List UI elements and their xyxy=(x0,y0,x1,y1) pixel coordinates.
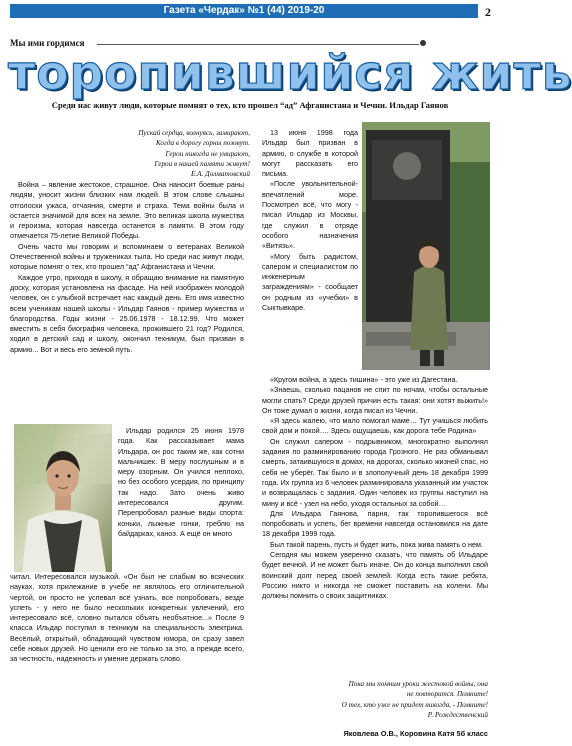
epigraph-line: Пускай сердца, волнуясь, замирают, xyxy=(138,129,250,137)
closing-poem-author: Р. Рождественский xyxy=(427,710,488,719)
closing-poem xyxy=(262,679,488,720)
paragraph: Для Ильдара Гаянова, парня, так торопившегося всё попробовать и успеть, бег времени навсегда остановился на дате 18 декабря 1999 года. xyxy=(262,508,488,539)
memorial-photo xyxy=(362,122,490,370)
text-beside-portrait xyxy=(118,426,244,539)
article-lead: Среди нас живут люди, которые помнят о тех, кто прошел “ад” Афганистана и Чечни. Ильдар Гаянов xyxy=(51,100,449,110)
right-column-bottom xyxy=(262,375,488,602)
paragraph: 13 июня 1998 года Ильдар был призван в армию, о службе в которой могут рассказать его письма. xyxy=(262,128,358,179)
paragraph: Он служил сапером - подрывником, многократно выполнял задания по разминированию города Грозного. Не раз обманывал смерть, затаившуюся в домах, на дорогах, сколько жизней спас, но себя не уберёг. Так было и в злополучный день 18 декабря 1999 года. Их группа из 6 человек разминировала указанный им участок и возвращалась с задания. Один человек из группы наступил на мину и всё - узел на небо, уходя остальных за собой… xyxy=(262,436,488,508)
epigraph xyxy=(110,128,250,179)
paragraph: «Я здесь жалею, что мало помогал маме… Тут учишься любить свой дом и покой…. Здесь ощущаешь, как дорога тебе Родина» xyxy=(262,416,488,436)
newspaper-header-bar xyxy=(10,4,478,18)
epigraph-line: Когда в дорогу горны позовут. xyxy=(155,139,250,148)
paragraph: Очень часто мы говорим и вспоминаем о ветеранах Великой Отечественной войны и тружениках тыла. Но среди нас живут люди, которые помнят о тех, кто прошел “ад” Афганистана и Чечни. xyxy=(10,241,244,272)
article-headline: торопившийся жить xyxy=(8,46,572,101)
left-column-top xyxy=(10,180,244,355)
rubric-divider xyxy=(97,44,419,45)
paragraph: Война – явление жестокое, страшное. Она наносит боевые раны людям, уносит жизни близких нам людей. В этом слове слышны отголоски ужаса, отчаяния, смерти и страха. Тема войны была и остается значимой для всех на земле. Это великая школа мужества и героизма, которая навсегда останется в памяти. В этом году отмечается 75-летие Великой Победы. xyxy=(10,180,244,241)
rubric-label: Мы ими гордимся xyxy=(10,38,85,48)
portrait-photo xyxy=(14,424,112,572)
closing-poem-line: О тех, кто уже не придет никогда, - Помните! xyxy=(341,700,488,709)
paragraph: Был такой парень, пусть и будет жить, пока жива память о нем. xyxy=(270,539,483,549)
portrait-photo-image xyxy=(14,424,112,572)
article-credit: Яковлева О.В., Коровина Катя 5б класс xyxy=(343,729,488,738)
paragraph: «Знаешь, сколько пацанов не спит по ночам, чтобы остальные могли спать? Среди друзей причин есть такая: они хотят выжить!» Он тоже думал о жизни, когда писал из Чечни. xyxy=(262,385,488,415)
paragraph: Каждое утро, приходя в школу, я обращаю внимание на памятную доску, которая установлена на фасаде. На ней изображен молодой человек, он с улыбкой встречает нас каждый день. Его имя известно всем ученикам нашей школы - Ильдар Гаянов - пример мужества и благородства. Годы жизни - 25.06.1978 - 18.12.99. Что может вместить в себя биография человека, прожившего 21 год? Родился, ходил в детский сад и школу, окончил техникум, был призван в армию... Вот и весь его земной путь. xyxy=(10,272,244,354)
epigraph-line: Герои никогда не умирают, xyxy=(165,149,250,158)
epigraph-author: Е.А. Долматовский xyxy=(190,170,250,179)
right-column-top xyxy=(262,128,358,313)
paragraph: читал. Интересовался музыкой. «Он был не слабым во всяческих науках, хотя прилежание в учебе не являлось его отличительной чертой, он просто не успевал всё узнать, все попробовать, везде успеть - у него не было нескольких конкретных увлечений, его интересовало всё, словно пытался объять необъятное...» После 9 класса Ильдар поступил в техникум на специальность электрика. Весёлый, открытый, обладающий чувством юмора, он сразу завел себе новых друзей. Но ценили его не только за это, а прежде всего, за честность, надежность и умение держать слово. xyxy=(10,572,244,664)
left-column-bottom xyxy=(10,572,244,665)
paragraph: «Кругом война, а здесь тишина» - это уже из Дагестана. xyxy=(270,375,458,384)
paragraph: Сегодня мы можем уверенно сказать, что память об Ильдаре будет вечной. И не может быть иначе. Он до конца выполнил свой воинский долг перед своей землей. Когда есть такие ребята, Россию никто и никогда не сможет поставить на колени. Мы должны помнить о своих защитниках. xyxy=(262,550,488,601)
page-number: 2 xyxy=(485,5,491,19)
memorial-photo-image xyxy=(362,122,490,370)
paragraph: Ильдар родился 25 июня 1978 года. Как рассказывает мама Ильдара, он рос таким же, как сотни мальчишек. В меру послушным и в меру озорным. Он учился неплохо, но без особого усердия, по принципу так надо. Зато очень живо интересовался другим. Перепробовал разные виды спорта: коньки, лыжные гонки, греблю на байдарках, каноэ. А ещё он много xyxy=(118,426,244,538)
paragraph: «После увольнительной- впечатлений море. Посмотрел всё, что могу - писал Ильдар из Москвы, где служил в отряде особого назначения «Витязь». xyxy=(262,179,358,251)
paragraph: «Могу быть радистом, сапером и специалистом по инженерным заграждениям» - сообщает он родным из «учебки» в Сыктывкаре. xyxy=(262,251,358,313)
newspaper-title: Газета «Чердак» №1 (44) 2019-20 xyxy=(163,5,325,16)
epigraph-line: Герои в нашей памяти живут! xyxy=(154,159,250,168)
closing-poem-line: Пока мы помним уроки жестокой войны, она xyxy=(348,680,488,688)
closing-poem-line: не повторится. Помните! xyxy=(406,690,488,699)
